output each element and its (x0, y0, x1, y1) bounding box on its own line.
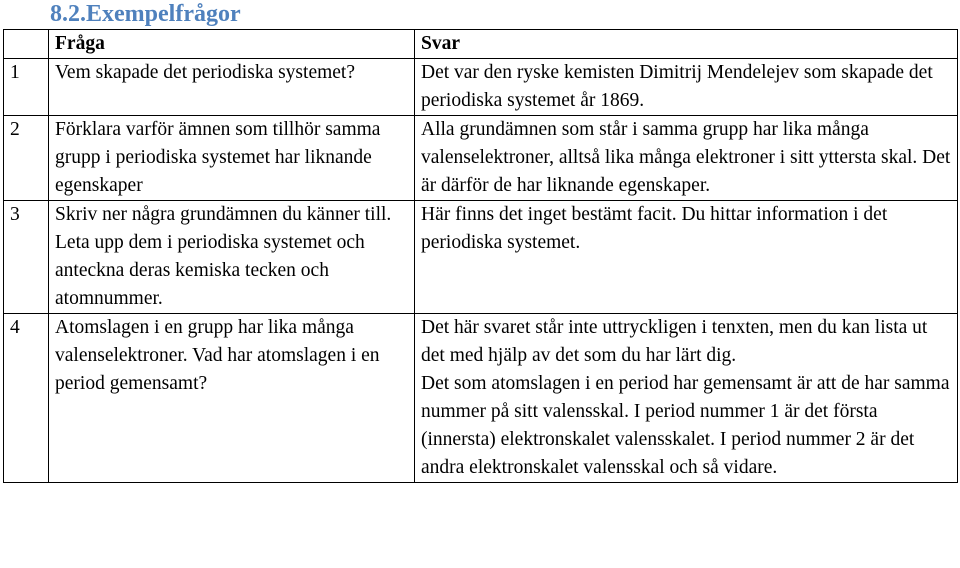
header-number-cell (4, 30, 49, 59)
section-heading (50, 0, 241, 28)
answer-cell (415, 201, 958, 314)
question-cell: Vem skapade det periodiska systemet? (49, 59, 415, 116)
answer-cell (415, 59, 958, 116)
answer-paragraph: Det som atomslagen i en period har gemensamt är att de har samma nummer på sitt valensskal. I period nummer 1 är det första (innersta) elektronskalet valensskalet. I period nummer 2 är det andra elektronskalet valensskal och så vidare. (421, 373, 950, 478)
question-cell: Skriv ner några grundämnen du känner till. Leta upp dem i periodiska systemet och anteckna deras kemiska tecken och atomnummer. (49, 201, 415, 314)
table-row (4, 59, 958, 116)
answer-paragraph: Här finns det inget bestämt facit. Du hittar information i det periodiska systemet. (421, 204, 888, 253)
table-row (4, 201, 958, 314)
row-number: 1 (4, 59, 49, 116)
question-cell: Atomslagen i en grupp har lika många valenselektroner. Vad har atomslagen i en period gemensamt? (49, 314, 415, 483)
table-row (4, 116, 958, 201)
answer-cell (415, 116, 958, 201)
header-question: Fråga (49, 30, 415, 59)
answer-paragraph: Det här svaret står inte uttryckligen i tenxten, men du kan lista ut det med hjälp av det som du har lärt dig. (421, 317, 928, 366)
qa-table (3, 29, 958, 483)
table-header-row (4, 30, 958, 59)
row-number: 3 (4, 201, 49, 314)
answer-paragraph: Det var den ryske kemisten Dimitrij Mendelejev som skapade det periodiska systemet år 1869. (421, 62, 933, 111)
answer-paragraph: Alla grundämnen som står i samma grupp har lika många valenselektroner, alltså lika många elektroner i sitt yttersta skal. Det är därför de har liknande egenskaper. (421, 119, 951, 196)
question-cell: Förklara varför ämnen som tillhör samma grupp i periodiska systemet har liknande egenskaper (49, 116, 415, 201)
row-number: 4 (4, 314, 49, 483)
table-row (4, 314, 958, 483)
answer-cell (415, 314, 958, 483)
section-number: 8.2. (50, 1, 86, 27)
row-number: 2 (4, 116, 49, 201)
section-title: Exempelfrågor (86, 1, 241, 27)
header-answer: Svar (415, 30, 958, 59)
